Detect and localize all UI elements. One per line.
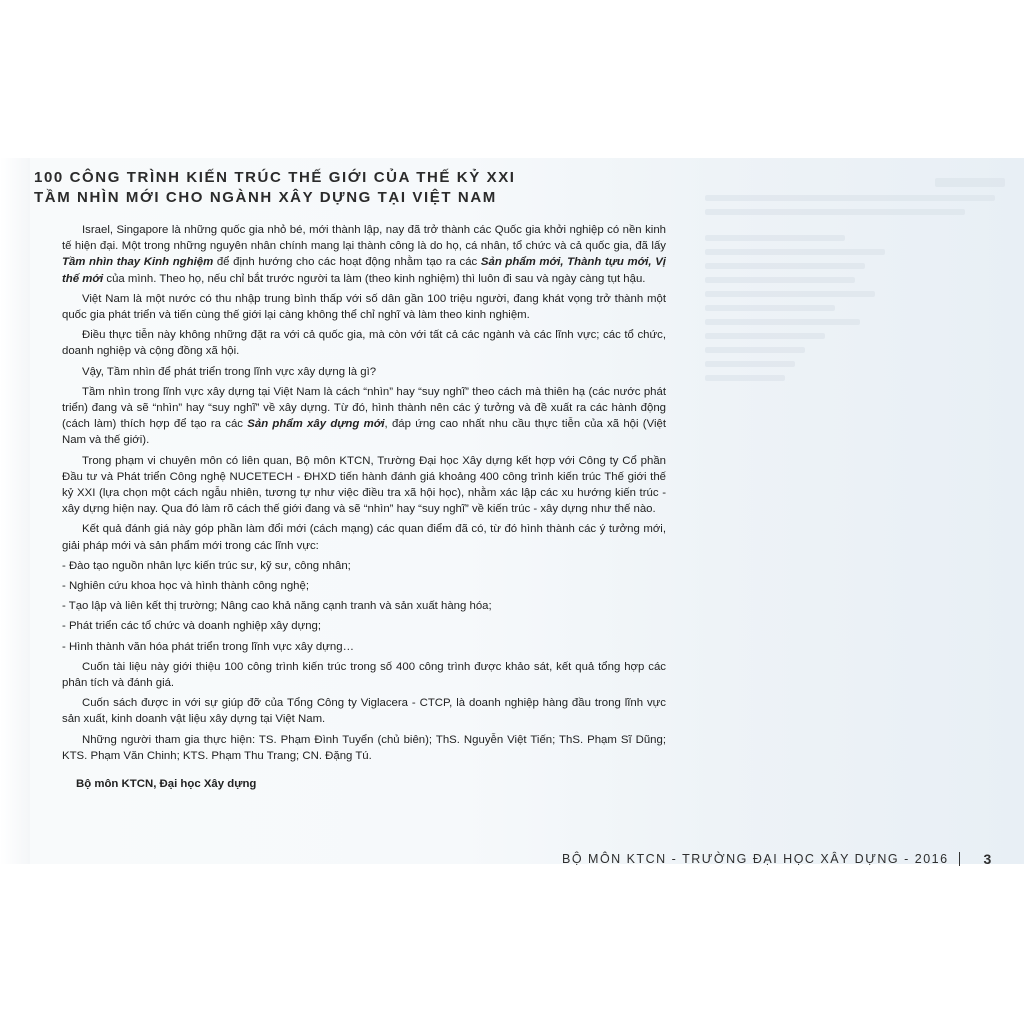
paragraph-1-text-a: Israel, Singapore là những quốc gia nhỏ bé, mới thành lập, nay đã trở thành các Quốc gia khởi nghiệp có nền kinh tế hiện đại. Một trong những nguyên nhân chính mang lại thành công là do họ, cá nhân, tổ chức và cả quốc gia, đã lấy xyxy=(62,224,666,253)
heading-line-2: TẦM NHÌN MỚI CHO NGÀNH XÂY DỰNG TẠI VIỆT NAM xyxy=(34,189,497,206)
paragraph-5 xyxy=(62,384,666,449)
paragraph-4: Vậy, Tầm nhìn để phát triển trong lĩnh vực xây dựng là gì? xyxy=(82,365,377,378)
paragraph-5-text-a: Tầm nhìn trong lĩnh vực xây dựng tại Việt Nam là cách “nhìn” hay “suy nghĩ” theo cách mà thiên hạ (các nước phát triển) đang và sẽ “nhìn” hay “suy nghĩ” về xây dựng. Từ đó, hình thành nên các ý tưởng và đề xuất ra các hành động (cách làm) thích hợp để tạo ra các xyxy=(62,385,666,431)
emphasis-vision: Tầm nhìn thay Kinh nghiệm xyxy=(62,256,214,269)
list-item: - Phát triển các tổ chức và doanh nghiệp xây dựng; xyxy=(62,620,322,633)
page-footer xyxy=(562,850,991,868)
list-item: - Đào tạo nguồn nhân lực kiến trúc sư, kỹ sư, công nhân; xyxy=(62,559,351,572)
heading-line-1: 100 CÔNG TRÌNH KIẾN TRÚC THẾ GIỚI CỦA THẾ KỶ XXI xyxy=(34,169,516,186)
list-item: - Tạo lập và liên kết thị trường; Nâng cao khả năng cạnh tranh và sản xuất hàng hóa; xyxy=(62,600,492,613)
paragraph-7: Kết quả đánh giá này góp phần làm đổi mới (cách mạng) các quan điểm đã có, từ đó hình thành các ý tưởng mới, giải pháp mới và sản phẩm mới trong các lĩnh vực: xyxy=(62,523,666,552)
paragraph-5-text-c: , đáp ứng cao nhất nhu cầu thực tiễn của xã hội (Việt Nam và thế giới). xyxy=(62,418,666,447)
signature: Bộ môn KTCN, Đại học Xây dựng xyxy=(76,778,257,791)
page-heading xyxy=(34,168,674,208)
running-footer-text: BỘ MÔN KTCN - TRƯỜNG ĐẠI HỌC XÂY DỰNG - 2016 xyxy=(562,852,949,866)
paragraph-3: Điều thực tiễn này không những đặt ra với cả quốc gia, mà còn với tất cả các ngành và các lĩnh vực; các tổ chức, doanh nghiệp và cộng đồng xã hội. xyxy=(62,329,666,358)
paragraph-8: Cuốn tài liệu này giới thiệu 100 công trình kiến trúc trong số 400 công trình được khảo sát, kết quả tổng hợp các phân tích và đánh giá. xyxy=(62,660,666,690)
paragraph-10: Những người tham gia thực hiện: TS. Phạm Đình Tuyển (chủ biên); ThS. Nguyễn Việt Tiến; ThS. Phạm Sĩ Dũng; KTS. Phạm Văn Chinh; KTS. Phạm Thu Trang; CN. Đặng Tú. xyxy=(62,733,666,762)
emphasis-new-products: Sản phẩm mới, Thành tựu mới, Vị thế mới xyxy=(62,256,666,285)
footer-divider xyxy=(959,852,960,866)
page-number: 3 xyxy=(983,851,992,867)
paragraph-1 xyxy=(62,222,666,287)
list-item: - Hình thành văn hóa phát triển trong lĩnh vực xây dựng… xyxy=(62,640,354,653)
show-through-text xyxy=(705,170,1005,470)
body-text xyxy=(62,222,666,792)
emphasis-construction-products: Sản phẩm xây dựng mới xyxy=(247,418,385,431)
page-binding-shadow xyxy=(0,158,30,864)
list-item: - Nghiên cứu khoa học và hình thành công nghệ; xyxy=(62,580,310,593)
paragraph-2: Việt Nam là một nước có thu nhập trung bình thấp với số dân gần 100 triệu người, đang khát vọng trở thành một quốc gia phát triển và tiến cùng thế giới lại càng không thể chỉ nghĩ và làm theo kinh nghiệm. xyxy=(62,292,666,322)
paragraph-1-text-e: của mình. Theo họ, nếu chỉ bắt trước người ta làm (theo kinh nghiệm) thì luôn đi sau và ngày càng tụt hậu. xyxy=(103,272,646,285)
paragraph-1-text-c: để định hướng cho các hoạt động nhằm tạo ra các xyxy=(213,256,481,269)
paragraph-6: Trong phạm vi chuyên môn có liên quan, Bộ môn KTCN, Trường Đại học Xây dựng kết hợp với Công ty Cổ phần Đầu tư và Phát triển Công nghệ NUCETECH - ĐHXD tiến hành đánh giá khoảng 400 công trình kiến trúc Thế giới thế kỷ XXI (lựa chọn một cách ngẫu nhiên, tương tự như việc điều tra xã hội học), nhằm xác lập các xu hướng kiến trúc - xây dựng hiện nay. Qua đó làm rõ cách thế giới đang và sẽ “nhìn” hay “suy nghĩ” về kiến trúc - xây dựng như thế nào. xyxy=(62,454,666,516)
paragraph-9: Cuốn sách được in với sự giúp đỡ của Tổng Công ty Viglacera - CTCP, là doanh nghiệp hàng đầu trong lĩnh vực sản xuất, kinh doanh vật liệu xây dựng tại Việt Nam. xyxy=(62,697,666,726)
